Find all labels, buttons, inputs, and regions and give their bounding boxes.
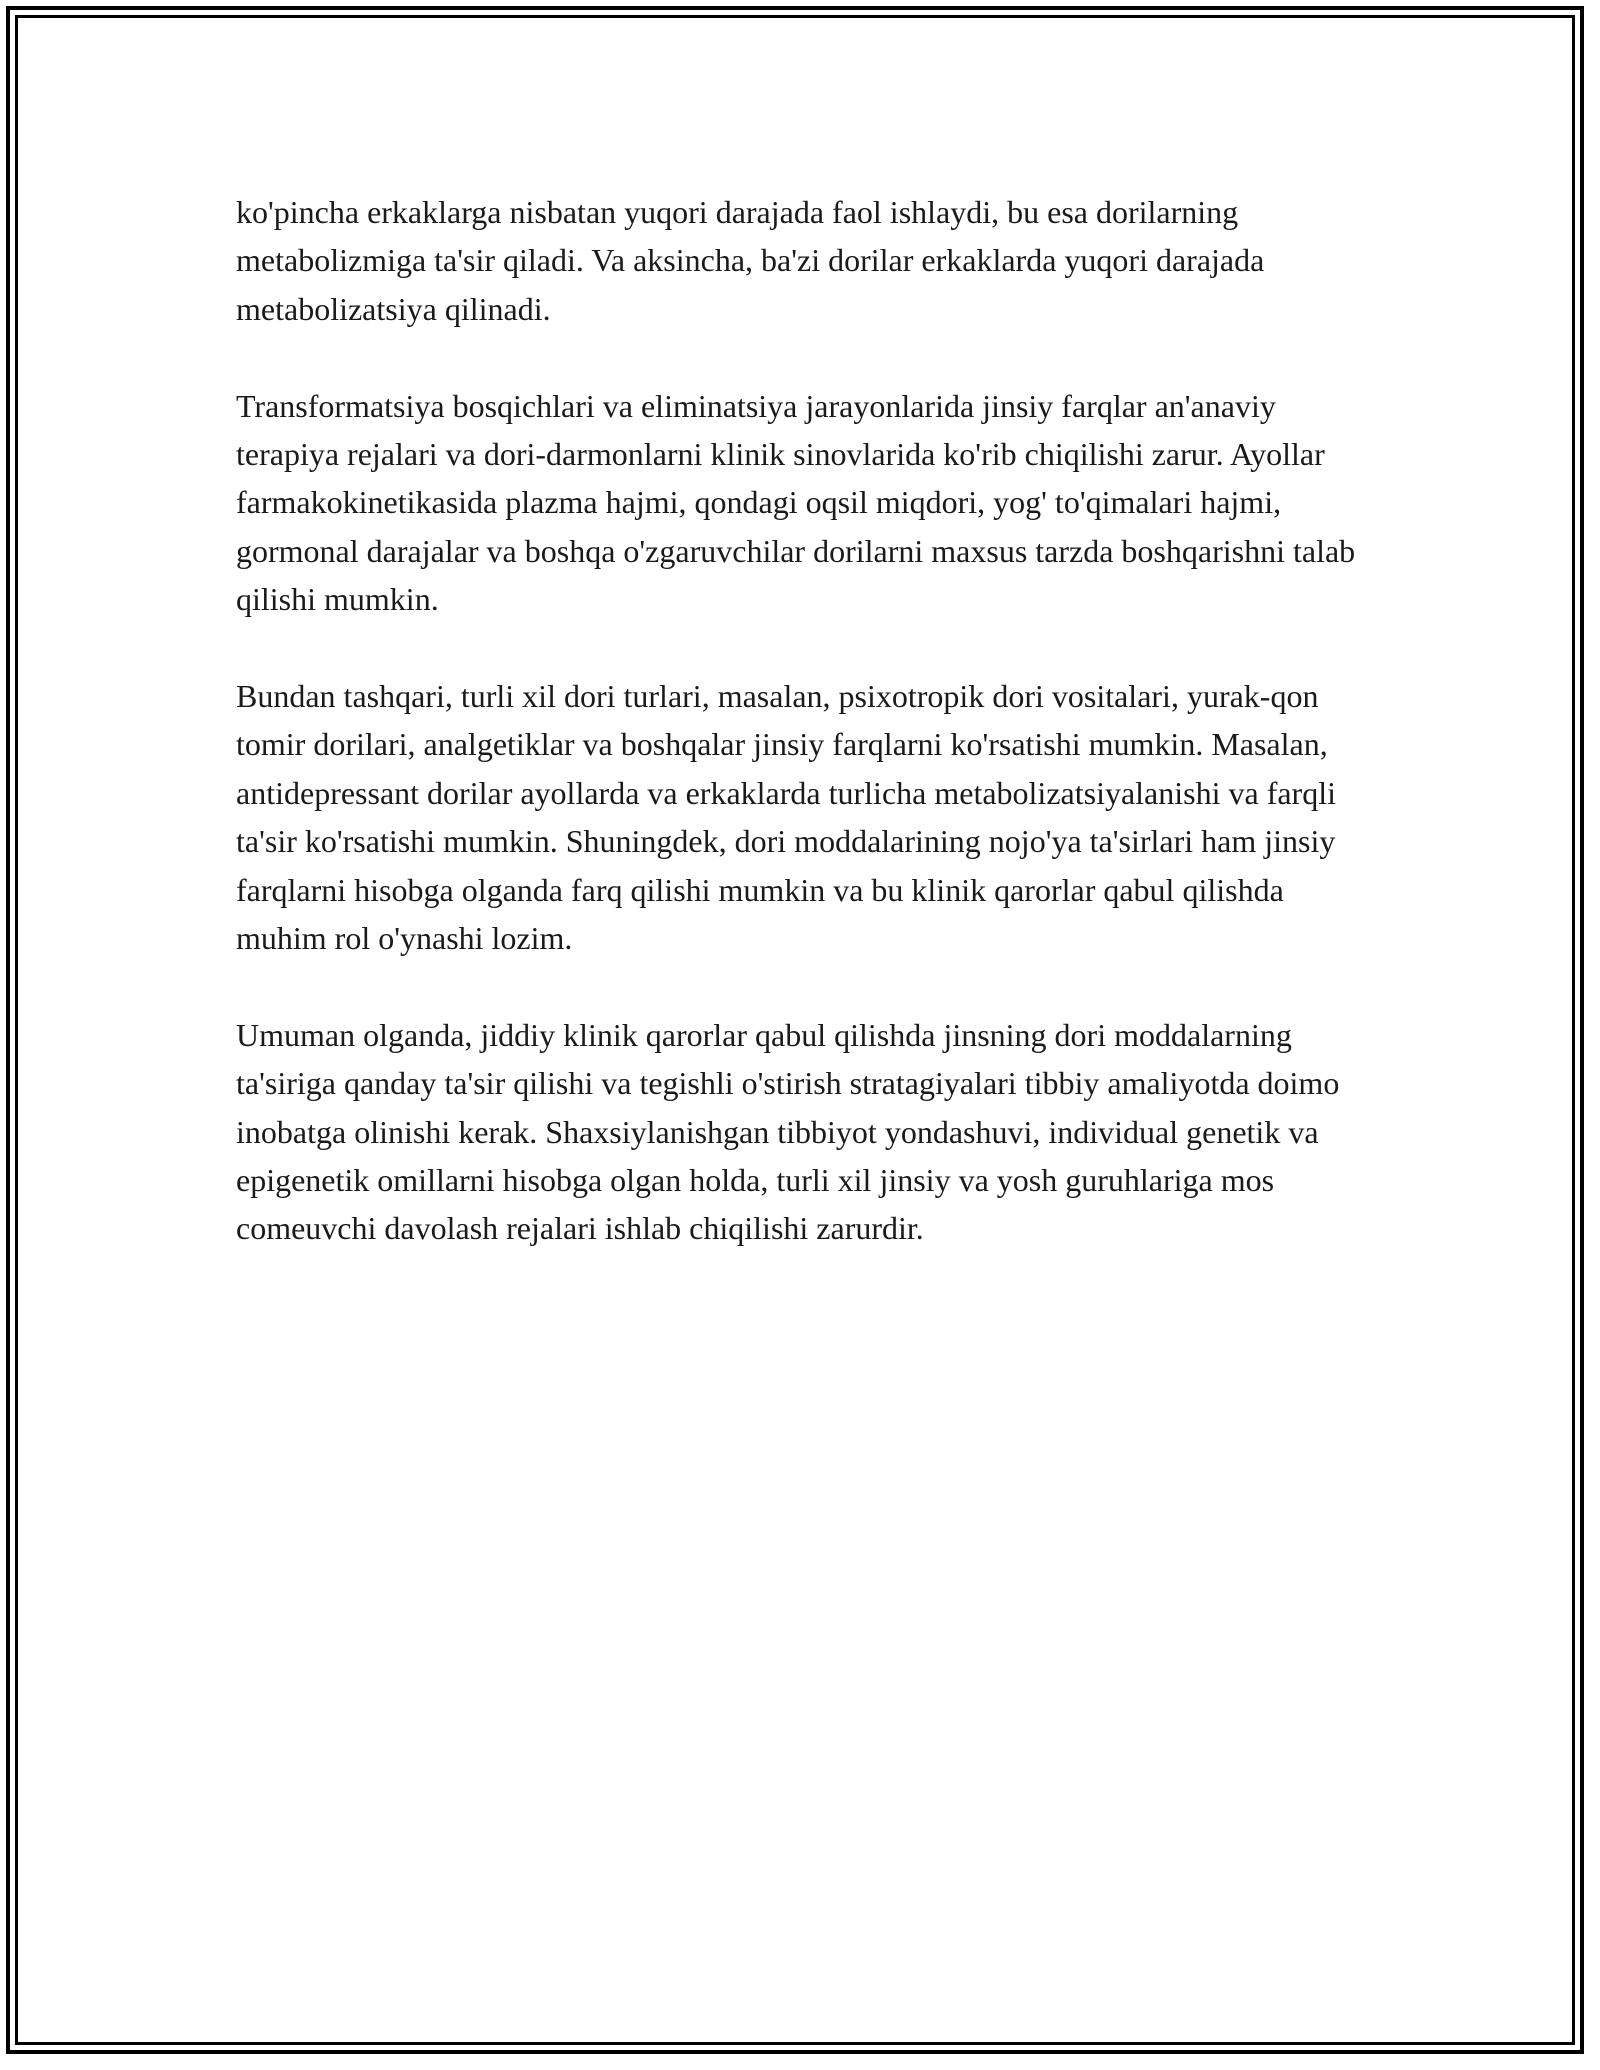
paragraph-4: Umuman olganda, jiddiy klinik qarorlar qabul qilishda jinsning dori moddalarning ta'siriga qanday ta'sir qilishi va tegishli o'stirish stratagiyalari tibbiy amaliyotda doimo inobatga olinishi kerak. Shaxsiylanishgan tibbiyot yondashuvi, individual genetik va epigenetik omillarni hisobga olgan holda, turli xil jinsiy va yosh guruhlariga mos comeuvchi davolash rejalari ishlab chiqilishi zarurdir. [236,1016,1340,1247]
paragraph-2: Transformatsiya bosqichlari va eliminatsiya jarayonlarida jinsiy farqlar an'anaviy terapiya rejalari va dori-darmonlarni klinik sinovlarida ko'rib chiqilishi zarur. Ayollar farmakokinetikasida plazma hajmi, qondagi oqsil miqdori, yog' to'qimalari hajmi, gormonal darajalar va boshqa o'zgaruvchilar dorilarni maxsus tarzda boshqarishni talab qilishi mumkin. [236,387,1356,618]
paragraph-1: ko'pincha erkaklarga nisbatan yuqori darajada faol ishlaydi, bu esa dorilarning metabolizmiga ta'sir qiladi. Va aksincha, ba'zi dorilar erkaklarda yuqori darajada metabolizatsiya qilinadi. [236,194,1265,327]
document-body [236,188,1376,1301]
paragraph-3: Bundan tashqari, turli xil dori turlari, masalan, psixotropik dori vositalari, yurak-qon tomir dorilari, analgetiklar va boshqalar jinsiy farqlarni ko'rsatishi mumkin. Masalan, antidepressant dorilar ayollarda va erkaklarda turlicha metabolizatsiyalanishi va farqli ta'sir ko'rsatishi mumkin. Shuningdek, dori moddalarining nojo'ya ta'sirlari ham jinsiy farqlarni hisobga olganda farq qilishi mumkin va bu klinik qarorlar qabul qilishda muhim rol o'ynashi lozim. [236,678,1336,957]
